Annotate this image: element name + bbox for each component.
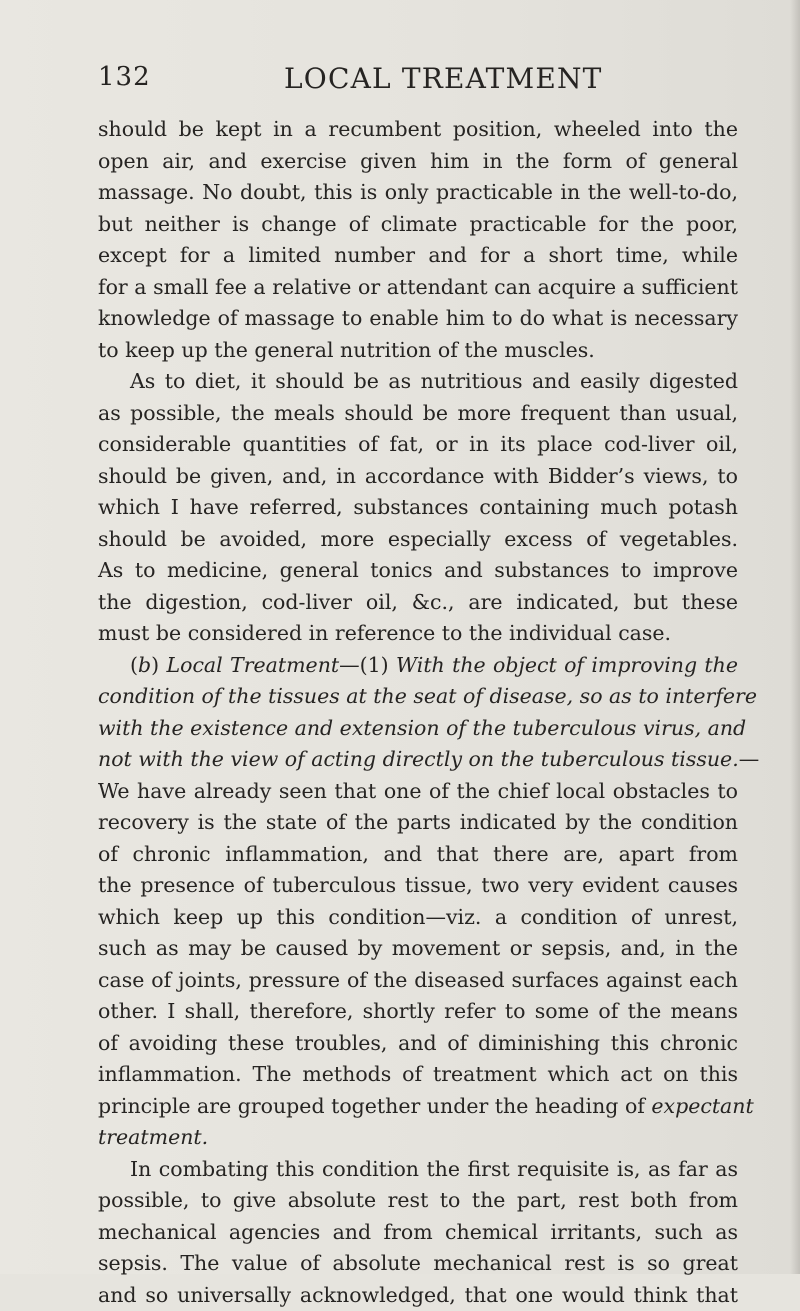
text-line: of chronic inflammation, and that there are, apart from — [98, 839, 738, 871]
text-line: the presence of tuberculous tissue, two very evident causes — [98, 870, 738, 902]
text-line: mechanical agencies and from chemical irritants, such as — [98, 1217, 738, 1249]
text-line: to keep up the general nutrition of the muscles. — [98, 335, 738, 367]
text-line: As to diet, it should be as nutritious and easily digested — [98, 366, 738, 398]
text-line: but neither is change of climate practicable for the poor, — [98, 209, 738, 241]
text-line: such as may be caused by movement or sepsis, and, in the — [98, 933, 738, 965]
text-line: of avoiding these troubles, and of diminishing this chronic — [98, 1028, 738, 1060]
body-text — [98, 114, 738, 1311]
page-edge-shadow — [790, 0, 800, 1274]
text-line: massage. No doubt, this is only practicable in the well-to-do, — [98, 177, 738, 209]
text-run: principle are grouped together under the heading of — [98, 1094, 651, 1118]
running-title: LOCAL TREATMENT — [284, 62, 603, 95]
text-line: sepsis. The value of absolute mechanical rest is so great — [98, 1248, 738, 1280]
text-line: should be given, and, in accordance with Bidder’s views, to — [98, 461, 738, 493]
text-line: which I have referred, substances containing much potash — [98, 492, 738, 524]
text-line: We have already seen that one of the chief local obstacles to — [98, 776, 738, 808]
text-line: inflammation. The methods of treatment which act on this — [98, 1059, 738, 1091]
text-line: with the existence and extension of the tuberculous virus, and — [98, 713, 738, 745]
text-run: ( — [130, 653, 138, 677]
text-line: condition of the tissues at the seat of disease, so as to interfere — [98, 681, 738, 713]
italic-run: b — [138, 653, 151, 677]
text-line: knowledge of massage to enable him to do what is necessary — [98, 303, 738, 335]
page-number: 132 — [98, 62, 151, 92]
text-line: must be considered in reference to the individual case. — [98, 618, 738, 650]
italic-run: With the object of improving the — [396, 653, 738, 677]
text-line: as possible, the meals should be more frequent than usual, — [98, 398, 738, 430]
text-line: the digestion, cod-liver oil, &c., are indicated, but these — [98, 587, 738, 619]
text-line: possible, to give absolute rest to the part, rest both from — [98, 1185, 738, 1217]
text-run: —(1) — [339, 653, 396, 677]
text-line: and so universally acknowledged, that one would think that — [98, 1280, 738, 1311]
text-line — [98, 744, 738, 776]
text-line: open air, and exercise given him in the form of general — [98, 146, 738, 178]
text-line — [98, 1091, 738, 1123]
text-line: other. I shall, therefore, shortly refer to some of the means — [98, 996, 738, 1028]
text-line: In combating this condition the first requisite is, as far as — [98, 1154, 738, 1186]
text-line: for a small fee a relative or attendant can acquire a sufficient — [98, 272, 738, 304]
section-title: Local Treatment — [166, 653, 339, 677]
text-line: recovery is the state of the parts indicated by the condition — [98, 807, 738, 839]
section-heading-line — [98, 650, 738, 682]
text-run: — — [739, 747, 760, 771]
text-line: except for a limited number and for a short time, while — [98, 240, 738, 272]
text-line: should be avoided, more especially excess of vegetables. — [98, 524, 738, 556]
text-run: ) — [151, 653, 166, 677]
text-line: considerable quantities of fat, or in its place cod-liver oil, — [98, 429, 738, 461]
text-line: As to medicine, general tonics and substances to improve — [98, 555, 738, 587]
italic-run: expectant — [651, 1094, 753, 1118]
text-line: which keep up this condition—viz. a condition of unrest, — [98, 902, 738, 934]
text-line: case of joints, pressure of the diseased surfaces against each — [98, 965, 738, 997]
italic-run: not with the view of acting directly on the tuberculous tissue. — [98, 747, 739, 771]
text-line: treatment. — [98, 1122, 738, 1154]
text-line: should be kept in a recumbent position, wheeled into the — [98, 114, 738, 146]
running-head — [98, 62, 738, 102]
